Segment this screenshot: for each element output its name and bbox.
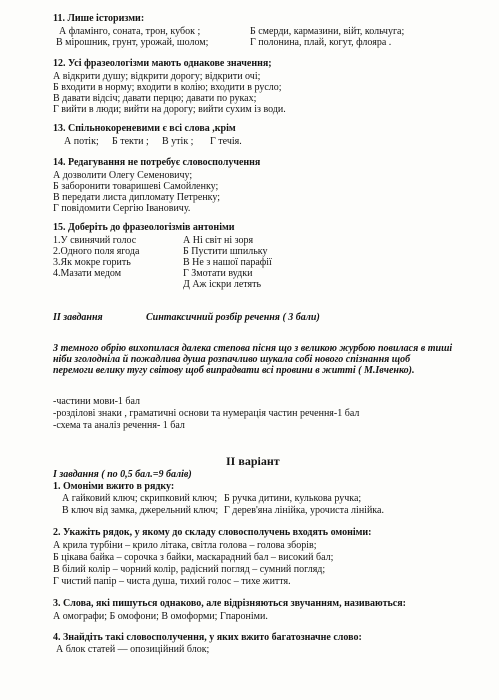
variant2-heading: ІІ варіант (226, 454, 280, 468)
v2-q2-title: 2. Укажіть рядок, у якому до складу словосполучень входять омоніми: (53, 527, 372, 538)
q11-title: 11. Лише історизми: (53, 13, 145, 24)
v2-q2-option-c: В білий колір – чорний колір, радісний погляд – сумний погляд; (53, 564, 326, 575)
q14-option-c: В передати листа дипломату Петренку; (53, 192, 221, 203)
q15-antonym-c: В Не з нашої парафії (183, 257, 272, 268)
task2-criterion-1: -частини мови-1 бал (53, 396, 140, 407)
q13-title: 13. Спільнокореневими є всі слова ,крім (53, 123, 236, 134)
v2-q4-title: 4. Знайдіть такі словосполучення, у яких вжито багатозначне слово: (53, 632, 362, 643)
q12-option-a: А відкрити душу; відкрити дорогу; відкрити очі; (53, 71, 261, 82)
v2-q2-option-b: Б цікава байка – сорочка з байки, маскарадний бал – високий бал; (53, 552, 334, 563)
task2-sentence-line-2: ніби зголодніла й пожадлива душа розпачливо шукала собі нового спізнання щоб (53, 354, 411, 365)
q14-option-a: А дозволити Олегу Семеновичу; (53, 170, 193, 181)
q11-option-c: В мірошник, грунт, урожай, шолом; (56, 37, 209, 48)
task2-title: Синтаксичний розбір речення ( 3 бали) (146, 312, 320, 323)
q15-antonym-b: Б Пустити шпильку (183, 246, 268, 257)
task2-criterion-2: -розділові знаки , граматичні основи та нумерація частин речення-1 бал (53, 408, 360, 419)
task2-sentence-line-1: З темного обрію вихопилася далека степова пісня що з великою журбою повилася в тиші (53, 343, 453, 354)
v2-q1-title: 1. Омоніми вжито в рядку: (53, 481, 175, 492)
q12-option-b: Б входити в норму; входити в колію; входити в русло; (53, 82, 282, 93)
v2-q3-options: А омографи; Б омофони; В омоформи; Гпароніми. (53, 611, 268, 622)
variant2-task1-label: І завдання ( по 0,5 бал.=9 балів) (53, 469, 192, 480)
task2-sentence-line-3: перемоги велику тугу світову щоб випрадвати всі провини в житті ( М.Івченко). (53, 365, 415, 376)
q13-option-c: В утік ; (162, 136, 194, 147)
q15-idiom-3: 3.Як мокре горить (53, 257, 131, 268)
v2-q4-option-a: А блок статей — опозиційний блок; (56, 644, 210, 655)
task2-label: ІІ завдання (53, 312, 103, 323)
q12-option-c: В давати відсіч; давати перцю; давати по руках; (53, 93, 257, 104)
q12-title: 12. Усі фразеологізми мають однакове значення; (53, 58, 272, 69)
v2-q1-option-b: Б ручка дитини, кулькова ручка; (224, 493, 362, 504)
q15-antonym-e: Д Аж іскри летять (183, 279, 262, 290)
q15-idiom-1: 1.У свинячий голос (53, 235, 137, 246)
q11-option-d: Г полонина, плай, когут, флояра . (250, 37, 392, 48)
q14-option-d: Г повідомити Сергію Івановичу. (53, 203, 191, 214)
v2-q1-option-a: А гайковий ключ; скрипковий ключ; (62, 493, 218, 504)
q15-antonym-a: А Ні світ ні зоря (183, 235, 254, 246)
q12-option-d: Г вийти в люди; вийти на дорогу; вийти сухим із води. (53, 104, 286, 115)
q15-idiom-2: 2.Одного поля ягода (53, 246, 140, 257)
q11-option-a: А фламінго, соната, трон, кубок ; (59, 26, 201, 37)
q15-title: 15. Доберіть до фразеологізмів антоніми (53, 222, 235, 233)
q15-antonym-d: Г Змотати вудки (183, 268, 253, 279)
v2-q2-option-d: Г чистий папір – чиста душа, тихий голос – тихе життя. (53, 576, 291, 587)
task2-criterion-3: -схема та аналіз речення- 1 бал (53, 420, 185, 431)
q14-option-b: Б заборонити товаришеві Самойленку; (53, 181, 219, 192)
q13-option-b: Б текти ; (112, 136, 149, 147)
v2-q2-option-a: А крила турбіни – крило літака, світла голова – голова зборів; (53, 540, 317, 551)
q15-idiom-4: 4.Мазати медом (53, 268, 122, 279)
v2-q1-option-c: В ключ від замка, джерельний ключ; (62, 505, 219, 516)
q13-option-d: Г течія. (210, 136, 242, 147)
q11-option-b: Б смерди, кармазини, війт, кольчуга; (250, 26, 405, 37)
q13-option-a: А потік; (64, 136, 99, 147)
v2-q3-title: 3. Слова, які пишуться однаково, але відрізняються звучанням, називаються: (53, 598, 406, 609)
v2-q1-option-d: Г дерев'яна лінійка, урочиста лінійка. (224, 505, 384, 516)
q14-title: 14. Редагування не потребує словосполучення (53, 157, 261, 168)
